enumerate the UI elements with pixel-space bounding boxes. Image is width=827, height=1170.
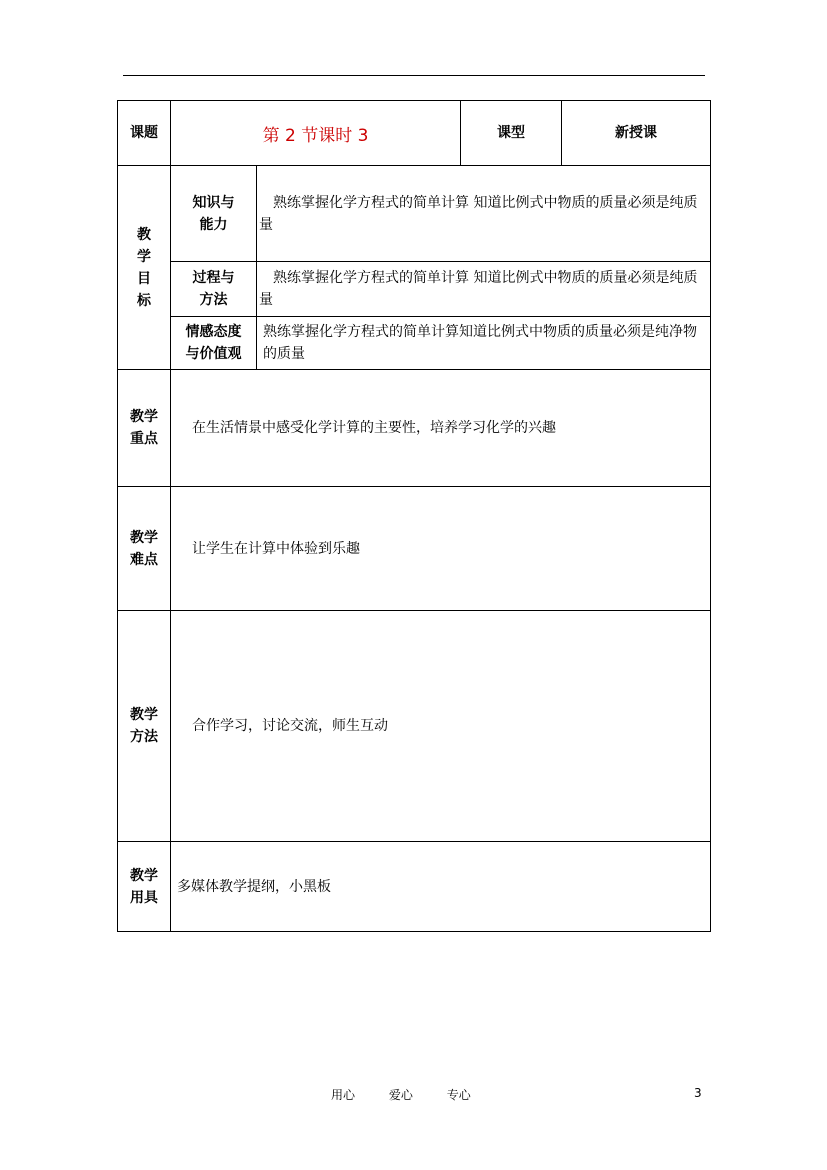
- key-points-label: 教学重点: [118, 370, 171, 487]
- objective-label-knowledge: 知识与能力: [171, 166, 257, 262]
- title-row: [118, 101, 711, 166]
- objective-text-attitude: 熟练掌握化学方程式的简单计算知道比例式中物质的质量必须是纯净物的质量: [257, 317, 711, 370]
- objectives-label-char: 目: [137, 270, 151, 287]
- difficulties-label: 教学难点: [118, 487, 171, 611]
- footer-motto: 用心: [331, 1088, 356, 1102]
- objectives-label: [118, 166, 171, 370]
- footer-mottos: [331, 1086, 501, 1103]
- objective-label-process: 过程与方法: [171, 262, 257, 317]
- difficulties-row: [118, 487, 711, 611]
- topic-label: 课题: [118, 101, 171, 166]
- tools-row: [118, 842, 711, 932]
- objectives-label-char: 教: [137, 226, 151, 243]
- objective-text-knowledge: 熟练掌握化学方程式的简单计算 知道比例式中物质的质量必须是纯质量: [257, 166, 711, 262]
- lesson-type-label: 课型: [461, 101, 562, 166]
- objective-row-knowledge: [118, 166, 711, 262]
- methods-row: [118, 611, 711, 842]
- key-points-text: 在生活情景中感受化学计算的主要性，培养学习化学的兴趣: [171, 370, 711, 487]
- footer-motto: 爱心: [388, 1088, 413, 1102]
- page-number: 3: [694, 1086, 702, 1100]
- objective-row-attitude: [118, 317, 711, 370]
- lesson-type-value: 新授课: [562, 101, 711, 166]
- tools-text: 多媒体教学提纲，小黑板: [171, 842, 711, 932]
- topic-value: 第 2 节课时 3: [171, 101, 461, 166]
- objectives-label-char: 学: [137, 248, 151, 265]
- lesson-plan-table: [117, 100, 711, 932]
- objective-row-process: [118, 262, 711, 317]
- methods-text: 合作学习，讨论交流，师生互动: [171, 611, 711, 842]
- key-points-row: [118, 370, 711, 487]
- tools-label: 教学用具: [118, 842, 171, 932]
- footer-motto: 专心: [446, 1088, 471, 1102]
- objective-label-attitude: 情感态度与价值观: [171, 317, 257, 370]
- objectives-label-char: 标: [137, 292, 151, 309]
- header-rule: [123, 75, 705, 76]
- objective-text-process: 熟练掌握化学方程式的简单计算 知道比例式中物质的质量必须是纯质量: [257, 262, 711, 317]
- methods-label: 教学方法: [118, 611, 171, 842]
- difficulties-text: 让学生在计算中体验到乐趣: [171, 487, 711, 611]
